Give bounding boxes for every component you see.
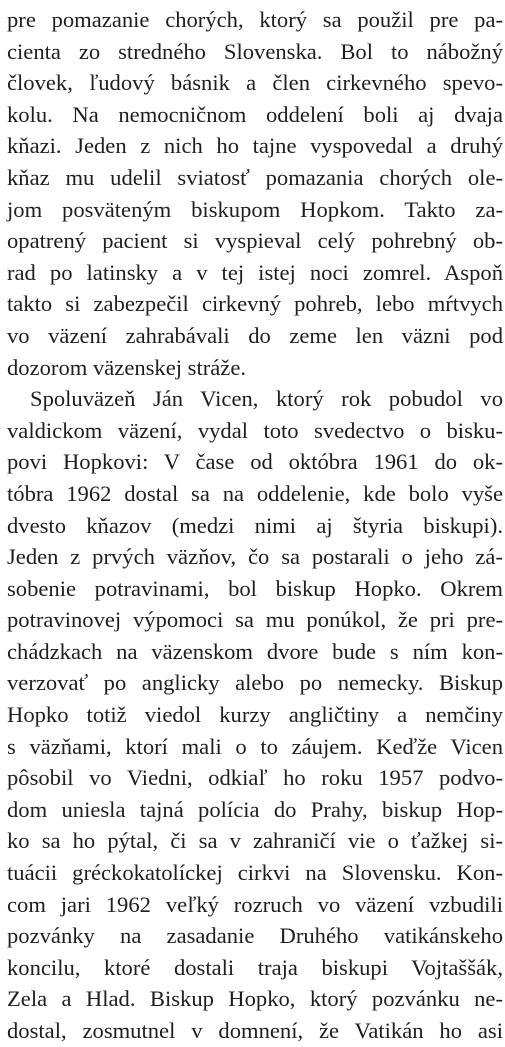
text-line: cienta zo stredného Slovenska. Bol to nábožný [7,38,503,64]
text-line: takto si zabezpečil cirkevný pohreb, lebo mŕtvych [7,291,503,317]
text-line: opatrený pacient si vyspieval celý pohrebný ob- [7,228,503,254]
text-line: s väzňami, ktorí mali o to záujem. Keďže Vicen [7,733,503,759]
text-line: tuácii gréckokatolíckej cirkvi na Slovensku. Kon- [7,860,503,886]
text-line: jom posväteným biskupom Hopkom. Takto za- [7,196,503,222]
text-line: kňaz mu udelil sviatosť pomazania chorých ole- [7,164,503,190]
text-line: rad po latinsky a v tej istej noci zomrel. Aspoň [7,259,503,285]
page-text [7,4,503,1047]
text-line: vo väzení zahrabávali do zeme len väzni pod [7,322,503,348]
text-line: chádzkach na väzenskom dvore bude s ním kon- [7,638,503,664]
text-line: človek, ľudový básnik a člen cirkevného spevo- [7,70,503,96]
text-line: tóbra 1962 dostal sa na oddelenie, kde bolo vyše [7,480,503,506]
text-line: valdickom väzení, vydal toto svedectvo o bisku- [7,417,503,443]
text-line: koncilu, ktoré dostali traja biskupi Vojtaššák, [7,954,503,980]
text-line: Zela a Hlad. Biskup Hopko, ktorý pozvánku ne- [7,986,503,1012]
text-line: Spoluväzeň Ján Vicen, ktorý rok pobudol vo [30,386,503,412]
text-line: verzovať po anglicky alebo po nemecky. Biskup [7,670,503,696]
text-line: pre pomazanie chorých, ktorý sa použil pre pa- [7,7,503,32]
text-line: Hopko totiž viedol kurzy angličtiny a nemčiny [7,702,503,728]
paragraph-2 [7,383,503,1046]
text-line: dostal, zosmutnel v domnení, že Vatikán ho asi [7,1018,503,1043]
text-line: sobenie potravinami, bol biskup Hopko. Okrem [7,575,503,601]
text-line: povi Hopkovi: V čase od októbra 1961 do ok- [7,449,503,475]
text-line: potravinovej výpomoci sa mu ponúkol, že pri pre- [7,607,503,633]
text-line: com jari 1962 veľký rozruch vo väzení vzbudili [7,891,503,917]
text-line: pôsobil vo Viedni, odkiaľ ho roku 1957 podvo- [7,765,503,791]
text-line: dozorom väzenskej stráže. [7,354,247,380]
text-line: kolu. Na nemocničnom oddelení boli aj dvaja [7,101,503,127]
text-line: Jeden z prvých väzňov, čo sa postarali o jeho zá- [7,544,503,570]
paragraph-1 [7,4,503,383]
text-line: kňazi. Jeden z nich ho tajne vyspovedal a druhý [7,133,503,159]
text-line: dom uniesla tajná polícia do Prahy, biskup Hop- [7,796,503,822]
text-line: pozvánky na zasadanie Druhého vatikánskeho [7,923,503,949]
text-line: ko sa ho pýtal, či sa v zahraničí vie o ťažkej si- [7,828,503,854]
text-line: dvesto kňazov (medzi nimi aj štyria biskupi). [7,512,503,538]
